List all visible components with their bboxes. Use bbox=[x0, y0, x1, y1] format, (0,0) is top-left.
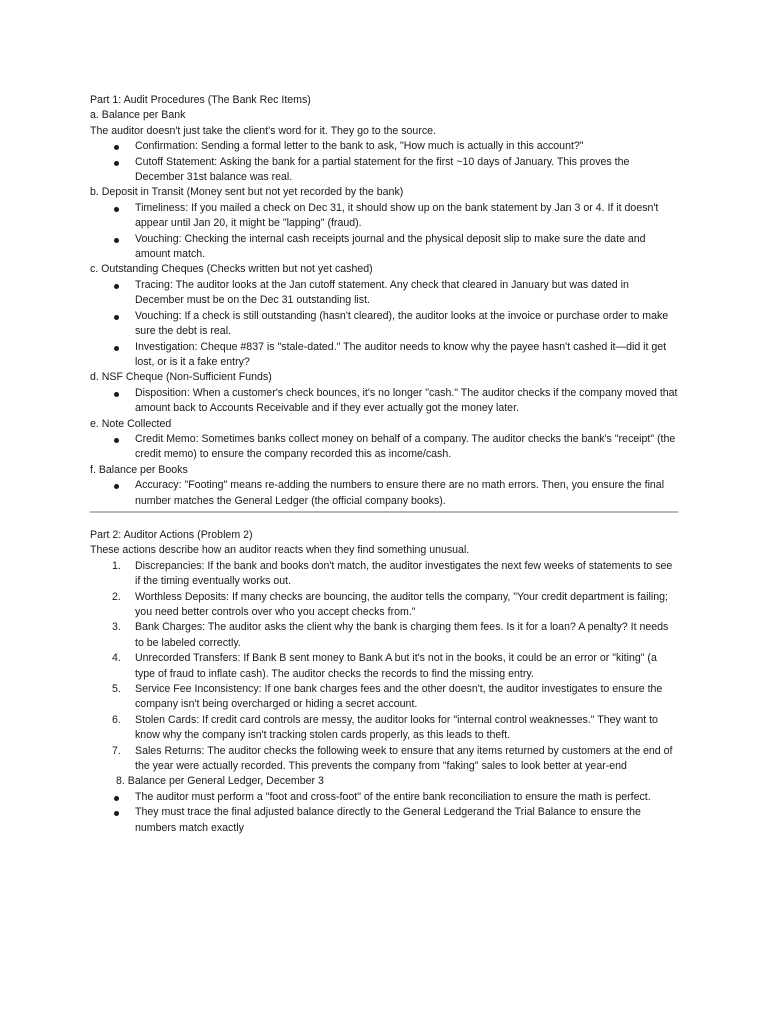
item-number: 4. bbox=[112, 652, 121, 665]
list-item-text: Vouching: Checking the internal cash receipts journal and the physical deposit slip to make sure the date and amount match. bbox=[135, 232, 646, 261]
bullet-icon bbox=[114, 346, 119, 351]
section-balance-per-books bbox=[90, 463, 678, 509]
item-number: 5. bbox=[112, 683, 121, 696]
list-item bbox=[90, 805, 678, 836]
list-item bbox=[90, 340, 678, 371]
bullet-icon bbox=[114, 284, 119, 289]
bullet-icon bbox=[114, 145, 119, 150]
document-body bbox=[90, 93, 678, 836]
numbered-list bbox=[90, 559, 678, 775]
section-heading: e. Note Collected bbox=[90, 417, 172, 430]
item-number: 1. bbox=[112, 559, 121, 572]
item-text: Stolen Cards: If credit card controls are messy, the auditor looks for "internal control weaknesses." They want to know why the company isn't tracking stolen cards properly, as this leads to theft. bbox=[135, 713, 658, 742]
section-heading: a. Balance per Bank bbox=[90, 109, 186, 122]
item-text: Service Fee Inconsistency: If one bank charges fees and the other doesn't, the auditor investigates to ensure the company isn't being overcharged or hiding a secret account. bbox=[135, 683, 663, 711]
section-note-collected bbox=[90, 417, 678, 463]
section-intro: The auditor doesn't just take the client's word for it. They go to the source. bbox=[90, 124, 436, 137]
numbered-item bbox=[90, 744, 678, 775]
list-item bbox=[90, 386, 678, 417]
list-item bbox=[90, 478, 678, 509]
section-nsf-cheque bbox=[90, 370, 678, 416]
list-item-text: Tracing: The auditor looks at the Jan cutoff statement. Any check that cleared in January but was dated in December must be on the Dec 31 outstanding list. bbox=[135, 278, 629, 307]
bullet-list bbox=[90, 790, 678, 836]
numbered-item bbox=[90, 620, 678, 651]
numbered-item bbox=[90, 651, 678, 682]
list-item-text: Cutoff Statement: Asking the bank for a partial statement for the first ~10 days of January. This proves the December 31st balance was real. bbox=[135, 155, 630, 184]
list-item-text: Timeliness: If you mailed a check on Dec 31, it should show up on the bank statement by Jan 3 or 4. If it doesn't appear until Jan 20, it might be "lapping" (fraud). bbox=[135, 201, 659, 230]
item-text: Sales Returns: The auditor checks the following week to ensure that any items returned by customers at the end of the year were actually recorded. This prevents the company from "faking" sales to look better at year-end bbox=[135, 744, 673, 773]
item-number: 3. bbox=[112, 621, 121, 634]
item8-heading: 8. Balance per General Ledger, December 3 bbox=[116, 775, 324, 788]
bullet-icon bbox=[114, 207, 119, 212]
list-item-text: Investigation: Cheque #837 is "stale-dated." The auditor needs to know why the payee hasn't cashed it—did it get lost, or is it a fake entry? bbox=[135, 340, 667, 368]
list-item bbox=[90, 139, 678, 154]
bullet-list bbox=[90, 386, 678, 417]
bullet-icon bbox=[114, 796, 119, 801]
part1-title: Part 1: Audit Procedures (The Bank Rec Items) bbox=[90, 94, 311, 106]
list-item-text: Confirmation: Sending a formal letter to the bank to ask, "How much is actually in this account?" bbox=[135, 140, 584, 153]
list-item-text: Accuracy: "Footing" means re-adding the numbers to ensure there are no math errors. Then, you ensure the final number matches the General Ledger (the official company books). bbox=[135, 479, 665, 507]
bullet-list bbox=[90, 201, 678, 263]
numbered-item bbox=[90, 682, 678, 713]
bullet-icon bbox=[114, 315, 119, 320]
list-item-text: They must trace the final adjusted balance directly to the General Ledgerand the Trial Balance to ensure the numbers match exactly bbox=[135, 806, 641, 834]
section-heading: d. NSF Cheque (Non-Sufficient Funds) bbox=[90, 371, 272, 384]
bullet-list bbox=[90, 139, 678, 185]
section-outstanding-cheques bbox=[90, 262, 678, 370]
list-item bbox=[90, 155, 678, 186]
list-item bbox=[90, 278, 678, 309]
section-heading: b. Deposit in Transit (Money sent but not yet recorded by the bank) bbox=[90, 186, 404, 199]
list-item-text: Credit Memo: Sometimes banks collect money on behalf of a company. The auditor checks the bank's "receipt" (the credit memo) to ensure the company recorded this as income/cash. bbox=[135, 432, 676, 461]
list-item-text: The auditor must perform a "foot and cross-foot" of the entire bank reconciliation to ensure the math is perfect. bbox=[135, 790, 651, 803]
list-item bbox=[90, 309, 678, 340]
part2-intro: These actions describe how an auditor reacts when they find something unusual. bbox=[90, 544, 470, 557]
bullet-list bbox=[90, 278, 678, 370]
item-text: Bank Charges: The auditor asks the client why the bank is charging them fees. Is it for a loan? A penalty? It needs to be labeled correctly. bbox=[135, 621, 669, 649]
spacer bbox=[90, 513, 678, 528]
numbered-item bbox=[90, 713, 678, 744]
section-heading: c. Outstanding Cheques (Checks written but not yet cashed) bbox=[90, 263, 373, 276]
item-text: Discrepancies: If the bank and books don't match, the auditor investigates the next few weeks of statements to see if the timing eventually works out. bbox=[135, 559, 673, 588]
numbered-item bbox=[90, 590, 678, 621]
bullet-icon bbox=[114, 392, 119, 397]
list-item-text: Vouching: If a check is still outstanding (hasn't cleared), the auditor looks at the invoice or purchase order to make sure the debt is real. bbox=[135, 309, 669, 338]
item-number: 6. bbox=[112, 713, 121, 726]
bullet-icon bbox=[114, 811, 119, 816]
list-item-text: Disposition: When a customer's check bounces, it's no longer "cash." The auditor checks if the company moved that amount back to Accounts Receivable and if they ever actually got the money later. bbox=[135, 386, 678, 415]
bullet-list bbox=[90, 432, 678, 463]
list-item bbox=[90, 432, 678, 463]
item-number: 7. bbox=[112, 744, 121, 757]
list-item bbox=[90, 201, 678, 232]
list-item bbox=[90, 790, 678, 805]
bullet-icon bbox=[114, 161, 119, 166]
section-balance-per-bank bbox=[90, 108, 678, 185]
item-text: Unrecorded Transfers: If Bank B sent money to Bank A but it's not in the books, it could be an error or "kiting" (a type of fraud to inflate cash). The auditor checks the records to find the missing entry. bbox=[135, 652, 657, 680]
section-deposit-in-transit bbox=[90, 185, 678, 262]
numbered-item bbox=[90, 559, 678, 590]
list-item bbox=[90, 232, 678, 263]
section-heading: f. Balance per Books bbox=[90, 463, 188, 476]
bullet-icon bbox=[114, 438, 119, 443]
bullet-icon bbox=[114, 484, 119, 489]
item-number: 2. bbox=[112, 590, 121, 603]
bullet-list bbox=[90, 478, 678, 509]
part2-title: Part 2: Auditor Actions (Problem 2) bbox=[90, 528, 253, 541]
item-text: Worthless Deposits: If many checks are bouncing, the auditor tells the company, "Your credit department is failing; you need better controls over who you accept checks from." bbox=[135, 590, 668, 618]
bullet-icon bbox=[114, 238, 119, 243]
